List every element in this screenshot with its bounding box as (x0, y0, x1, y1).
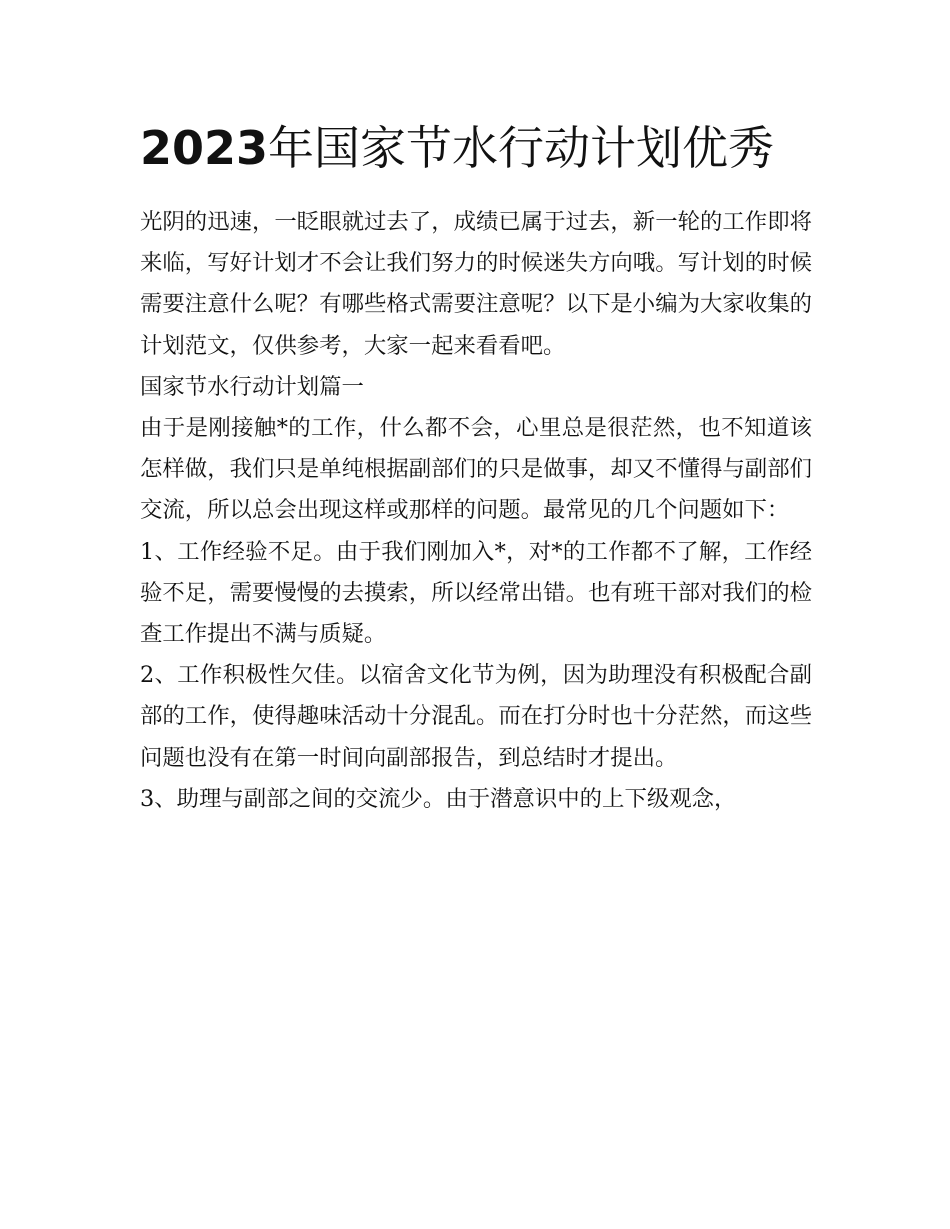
body-paragraph: 由于是刚接触*的工作，什么都不会，心里总是很茫然，也不知道该怎样做，我们只是单纯根据副部们的只是做事，却又不懂得与副部们交流，所以总会出现这样或那样的问题。最常见的几个问题如下： (140, 415, 812, 524)
document-body (140, 202, 812, 820)
intro-paragraph: 光阴的迅速，一眨眼就过去了，成绩已属于过去，新一轮的工作即将来临，写好计划才不会让我们努力的时候迷失方向哦。写计划的时候需要注意什么呢？有哪些格式需要注意呢？以下是小编为大家收集的计划范文，仅供参考，大家一起来看看吧。 (140, 209, 812, 359)
list-item-2: 2、工作积极性欠佳。以宿舍文化节为例，因为助理没有积极配合副部的工作，使得趣味活动十分混乱。而在打分时也十分茫然，而这些问题也没有在第一时间向副部报告，到总结时才提出。 (140, 662, 812, 771)
title-text: 年国家节水行动计划优秀 (268, 121, 775, 175)
title-year: 2023 (140, 121, 269, 175)
document-title (140, 118, 820, 178)
list-item-3: 3、助理与副部之间的交流少。由于潜意识中的上下级观念， (140, 785, 737, 812)
list-item-1: 1、工作经验不足。由于我们刚加入*，对*的工作都不了解，工作经验不足，需要慢慢的去摸索，所以经常出错。也有班干部对我们的检查工作提出不满与质疑。 (140, 538, 812, 648)
section-heading: 国家节水行动计划篇一 (140, 373, 364, 400)
